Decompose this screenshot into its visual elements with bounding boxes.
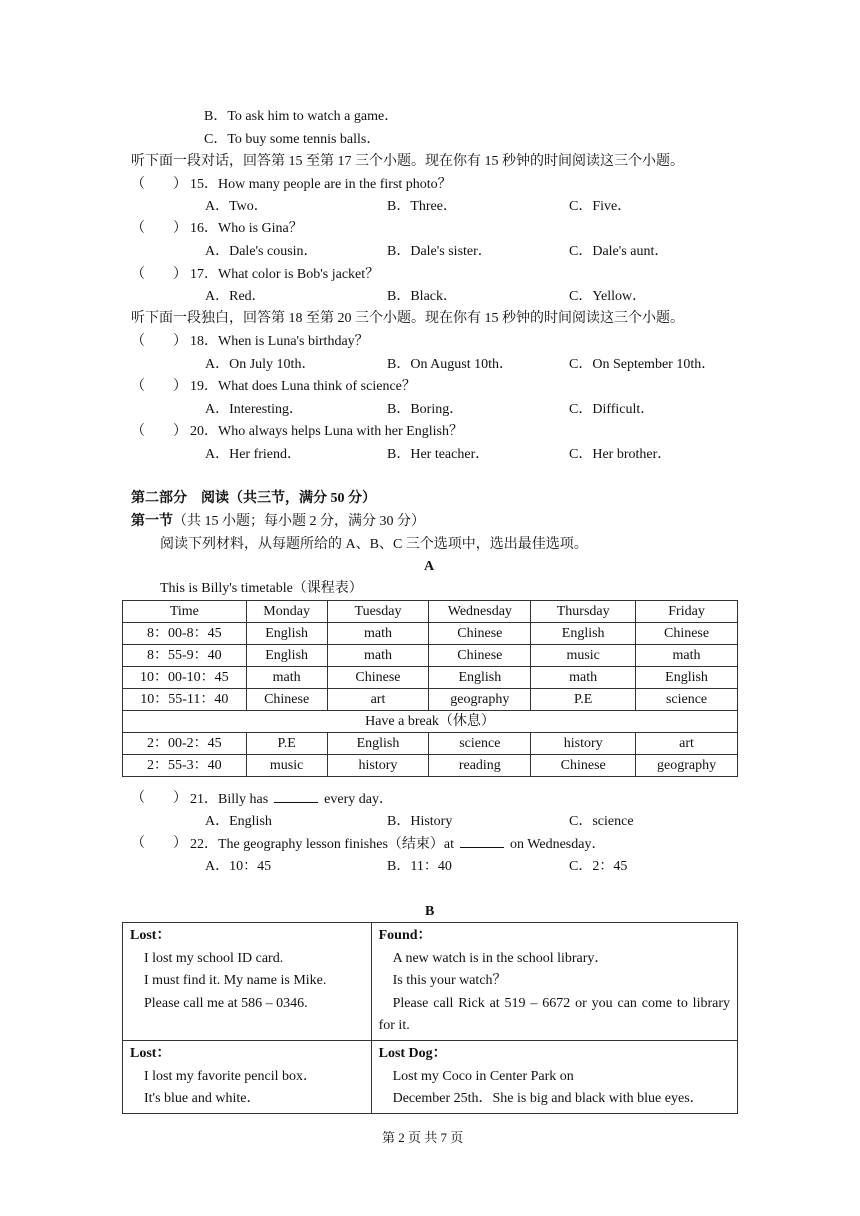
notice-line: Please call me at 586 – 0346. bbox=[144, 995, 308, 1011]
option-c: C．To buy some tennis balls． bbox=[204, 132, 381, 147]
option-c: C．science bbox=[569, 814, 634, 829]
answer-paren: （ ） bbox=[131, 221, 187, 236]
answer-paren: （ ） bbox=[131, 379, 187, 394]
table-cell: Chinese bbox=[429, 645, 531, 667]
table-cell: Chinese bbox=[636, 623, 738, 645]
table-header-row bbox=[123, 601, 738, 623]
question-stem: 19．What does Luna think of science？ bbox=[190, 379, 416, 394]
notice-line: I must find it. My name is Mike. bbox=[144, 973, 327, 989]
option-b: B．To ask him to watch a game． bbox=[204, 109, 399, 124]
passage-b-label: B bbox=[425, 904, 435, 919]
time-cell: 10：00-10：45 bbox=[123, 667, 247, 689]
table-row bbox=[123, 645, 738, 667]
notice-line: December 25th．She is big and black with blue eyes． bbox=[392, 1091, 704, 1107]
time-cell: 2：55-3：40 bbox=[123, 755, 247, 777]
table-row bbox=[123, 733, 738, 755]
table-cell: English bbox=[327, 733, 429, 755]
notice-title: Lost： bbox=[130, 928, 171, 943]
notice-lost-dog bbox=[371, 1040, 737, 1113]
option-b: B．Her teacher． bbox=[387, 447, 490, 462]
option-b: B．Boring． bbox=[387, 402, 464, 417]
header-cell: Tuesday bbox=[327, 601, 429, 623]
notice-line: I lost my favorite pencil box． bbox=[144, 1068, 318, 1084]
answer-paren: （ ） bbox=[131, 791, 187, 806]
option-c: C．Dale's aunt． bbox=[569, 244, 669, 259]
answer-paren: （ ） bbox=[131, 177, 187, 192]
table-cell: music bbox=[531, 645, 636, 667]
option-a: A．On July 10th． bbox=[205, 357, 316, 372]
option-c: C．Difficult． bbox=[569, 402, 655, 417]
question-stem: 17．What color is Bob's jacket？ bbox=[190, 267, 380, 282]
answer-paren: （ ） bbox=[131, 836, 187, 851]
table-cell: science bbox=[429, 733, 531, 755]
table-cell: English bbox=[429, 667, 531, 689]
header-cell: Time bbox=[123, 601, 247, 623]
stem-text: every day． bbox=[324, 792, 393, 807]
table-cell: English bbox=[246, 645, 327, 667]
table-cell: geography bbox=[636, 755, 738, 777]
table-cell: Chinese bbox=[429, 623, 531, 645]
time-cell: 8：00-8：45 bbox=[123, 623, 247, 645]
option-a: A．Dale's cousin． bbox=[205, 244, 318, 259]
table-cell: history bbox=[327, 755, 429, 777]
table-cell: math bbox=[327, 645, 429, 667]
table-row bbox=[123, 623, 738, 645]
question-stem bbox=[190, 790, 393, 809]
part-heading: 第二部分 阅读（共三节，满分 50 分） bbox=[131, 491, 376, 506]
question-stem: 15．How many people are in the first photo？ bbox=[190, 177, 452, 192]
notice-title: Lost Dog： bbox=[378, 1045, 447, 1061]
section-instruction: 阅读下列材料，从每题所给的 A、B、C 三个选项中，选出最佳选项。 bbox=[160, 537, 588, 552]
option-c: C．Yellow． bbox=[569, 289, 647, 304]
break-cell: Have a break（休息） bbox=[123, 711, 738, 733]
table-cell: Chinese bbox=[531, 755, 636, 777]
notices-table bbox=[122, 922, 738, 1114]
table-cell: history bbox=[531, 733, 636, 755]
table-cell: music bbox=[246, 755, 327, 777]
question-stem: 16．Who is Gina？ bbox=[190, 221, 303, 236]
option-a: A．English bbox=[205, 814, 272, 829]
option-a: A．Two． bbox=[205, 199, 268, 214]
table-row bbox=[123, 923, 738, 1041]
option-a: A．Her friend． bbox=[205, 447, 302, 462]
header-cell: Monday bbox=[246, 601, 327, 623]
answer-paren: （ ） bbox=[131, 424, 187, 439]
passage-a-label: A bbox=[424, 559, 435, 574]
notice-title: Lost： bbox=[130, 1045, 171, 1061]
table-cell: reading bbox=[429, 755, 531, 777]
notice-line: It's blue and white． bbox=[144, 1091, 261, 1107]
table-cell: English bbox=[246, 623, 327, 645]
option-b: B．11：40 bbox=[387, 859, 452, 874]
option-b: B．History bbox=[387, 814, 453, 829]
dialogue-instruction: 听下面一段对话，回答第 15 至第 17 三个小题。现在你有 15 秒钟的时间阅读这三个小题。 bbox=[131, 154, 684, 169]
section-heading bbox=[131, 513, 425, 531]
notice-paragraph: Please call Rick at 519 – 6672 or you can come to library for it. bbox=[378, 995, 730, 1034]
notice-line: Lost my Coco in Center Park on bbox=[392, 1068, 574, 1084]
table-cell: English bbox=[531, 623, 636, 645]
question-stem: 20．Who always helps Luna with her English？ bbox=[190, 424, 463, 439]
table-row bbox=[123, 1040, 738, 1113]
table-cell: geography bbox=[429, 689, 531, 711]
table-cell: math bbox=[636, 645, 738, 667]
table-cell: Chinese bbox=[246, 689, 327, 711]
table-row bbox=[123, 755, 738, 777]
time-cell: 2：00-2：45 bbox=[123, 733, 247, 755]
table-cell: P.E bbox=[531, 689, 636, 711]
table-row bbox=[123, 689, 738, 711]
notice-line: A new watch is in the school library． bbox=[392, 950, 609, 966]
notice-line: I lost my school ID card. bbox=[144, 950, 284, 966]
time-cell: 8：55-9：40 bbox=[123, 645, 247, 667]
option-a: A．Interesting． bbox=[205, 402, 303, 417]
option-c: C．Five． bbox=[569, 199, 632, 214]
time-cell: 10：55-11：40 bbox=[123, 689, 247, 711]
table-cell: science bbox=[636, 689, 738, 711]
answer-blank bbox=[460, 835, 504, 848]
table-cell: math bbox=[531, 667, 636, 689]
question-stem bbox=[190, 835, 605, 854]
table-cell: art bbox=[636, 733, 738, 755]
table-cell: math bbox=[327, 623, 429, 645]
option-c: C．On September 10th． bbox=[569, 357, 716, 372]
option-b: B．On August 10th． bbox=[387, 357, 514, 372]
option-b: B．Dale's sister． bbox=[387, 244, 492, 259]
table-cell: English bbox=[636, 667, 738, 689]
answer-paren: （ ） bbox=[131, 267, 187, 282]
stem-text: on Wednesday． bbox=[510, 837, 606, 852]
table-row bbox=[123, 667, 738, 689]
section-title: 第一节 bbox=[131, 514, 173, 529]
option-b: B．Three． bbox=[387, 199, 457, 214]
notice-line: Is this your watch？ bbox=[392, 973, 507, 989]
header-cell: Thursday bbox=[531, 601, 636, 623]
timetable bbox=[122, 600, 738, 777]
page-footer: 第 2 页 共 7 页 bbox=[382, 1130, 464, 1145]
monologue-instruction: 听下面一段独白，回答第 18 至第 20 三个小题。现在你有 15 秒钟的时间阅读这三个小题。 bbox=[131, 311, 684, 326]
table-cell: P.E bbox=[246, 733, 327, 755]
option-c: C．Her brother． bbox=[569, 447, 672, 462]
notice-lost-card bbox=[123, 923, 372, 1041]
question-stem: 18．When is Luna's birthday？ bbox=[190, 334, 369, 349]
option-b: B．Black． bbox=[387, 289, 457, 304]
answer-paren: （ ） bbox=[131, 334, 187, 349]
option-a: A．10：45 bbox=[205, 859, 272, 874]
table-cell: art bbox=[327, 689, 429, 711]
option-c: C．2：45 bbox=[569, 859, 628, 874]
stem-text: 21．Billy has bbox=[190, 792, 269, 807]
break-row bbox=[123, 711, 738, 733]
header-cell: Friday bbox=[636, 601, 738, 623]
table-cell: math bbox=[246, 667, 327, 689]
answer-blank bbox=[274, 790, 318, 803]
notice-lost-pencil-box bbox=[123, 1040, 372, 1113]
table-cell: Chinese bbox=[327, 667, 429, 689]
section-note: （共 15 小题；每小题 2 分，满分 30 分） bbox=[173, 514, 425, 529]
notice-title: Found： bbox=[378, 928, 432, 943]
header-cell: Wednesday bbox=[429, 601, 531, 623]
option-a: A．Red． bbox=[205, 289, 266, 304]
timetable-caption: This is Billy's timetable（课程表） bbox=[160, 581, 363, 596]
notice-found bbox=[371, 923, 737, 1041]
stem-text: 22．The geography lesson finishes（结束）at bbox=[190, 837, 455, 852]
